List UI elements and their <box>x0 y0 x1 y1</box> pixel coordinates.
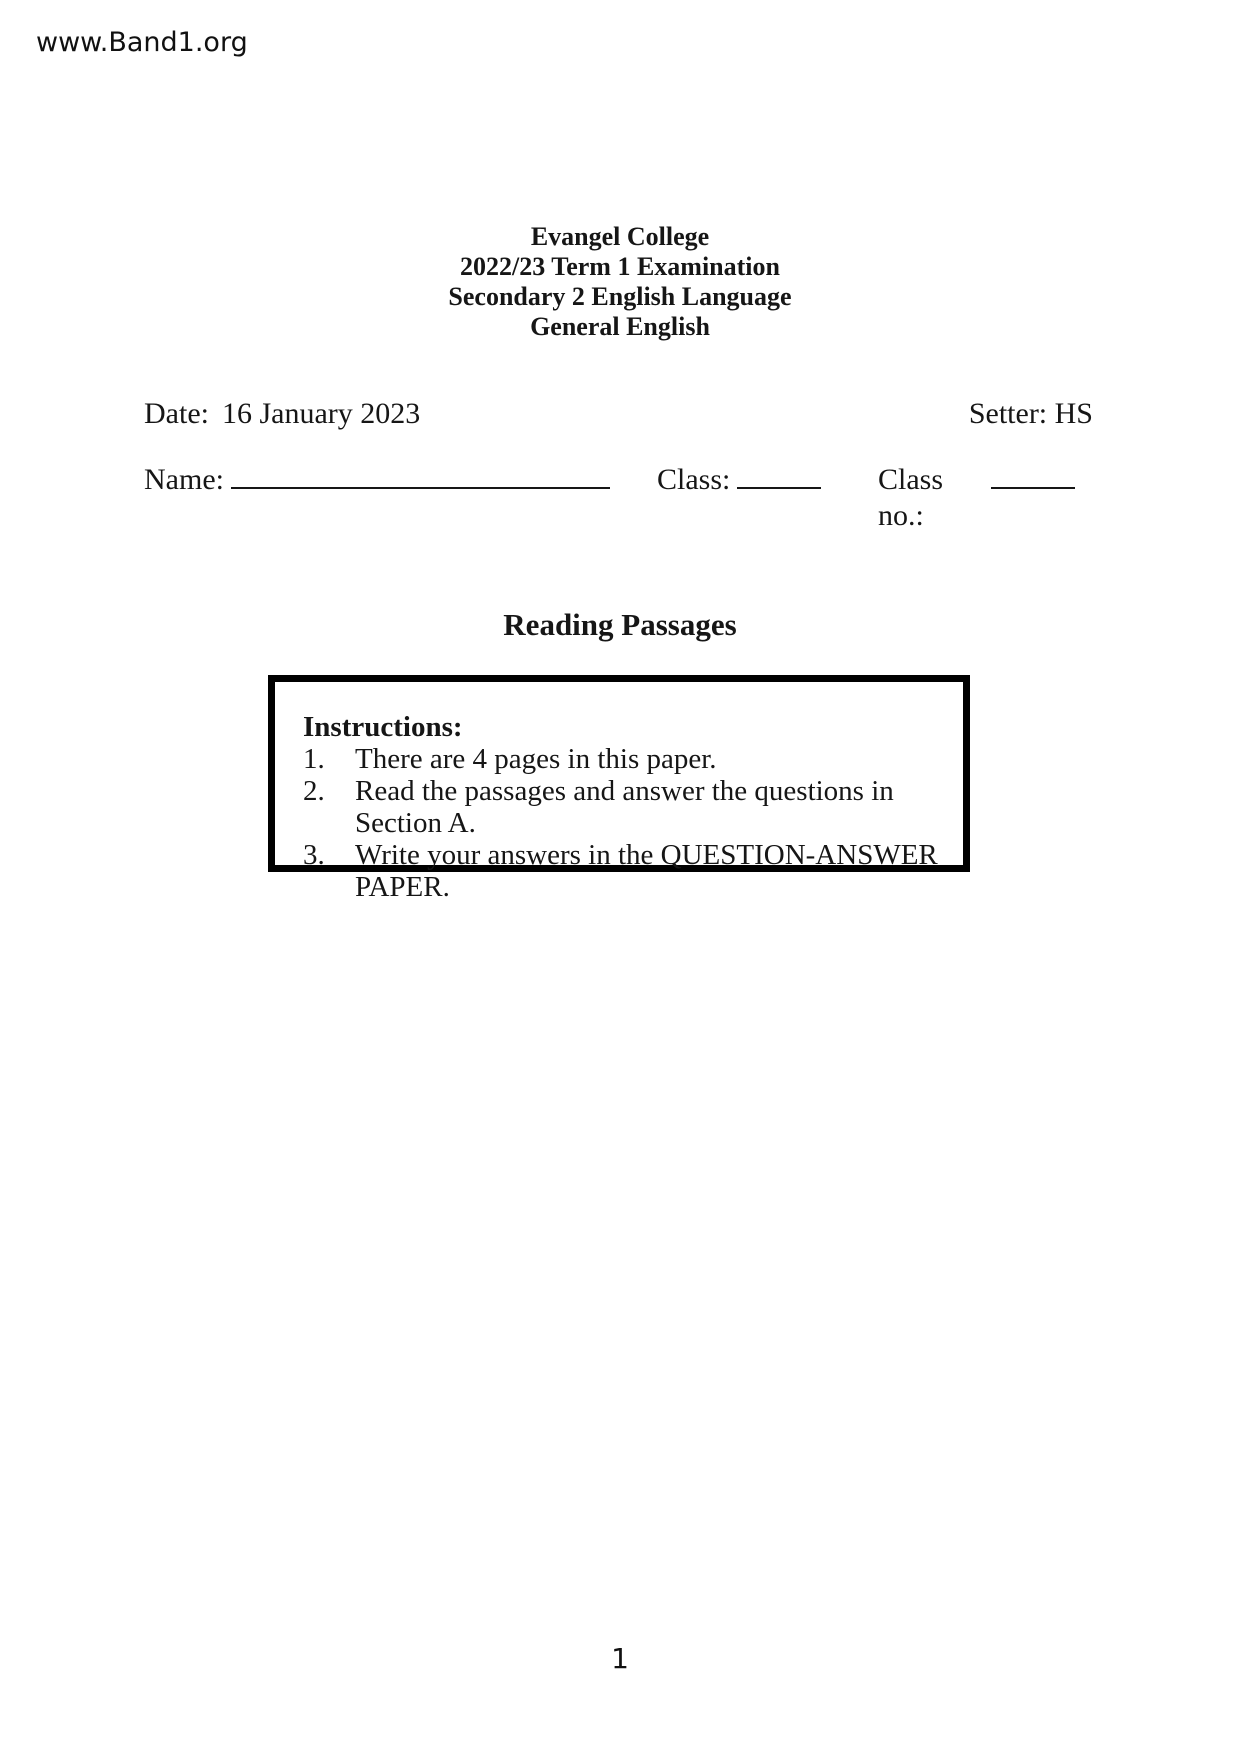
exam-title-line-paper: General English <box>530 312 710 341</box>
name-field <box>144 462 610 498</box>
instructions-heading: Instructions: <box>303 711 463 743</box>
instruction-text: Read the passages and answer the questions in Section A. <box>355 775 894 839</box>
instruction-number: 2. <box>303 775 325 807</box>
class-blank-line <box>737 487 821 489</box>
class-field <box>657 462 821 498</box>
instruction-number: 3. <box>303 839 325 871</box>
exam-title-line-school: Evangel College <box>530 222 710 251</box>
instruction-item <box>303 743 945 775</box>
instruction-text: There are 4 pages in this paper. <box>355 743 717 775</box>
instruction-number: 1. <box>303 743 325 775</box>
instruction-item <box>303 839 945 903</box>
class-no-blank-line <box>991 487 1075 489</box>
exam-title-line-term: 2022/23 Term 1 Examination <box>460 252 780 281</box>
exam-title-line-subject: Secondary 2 English Language <box>448 282 792 311</box>
class-no-label: Class no.: <box>878 463 944 532</box>
exam-title-block <box>0 222 1240 342</box>
date-value: 16 January 2023 <box>221 397 421 430</box>
date-field <box>144 396 420 432</box>
student-info-row <box>144 462 1075 532</box>
date-label: Date: <box>144 397 209 430</box>
class-no-field <box>878 462 1075 534</box>
name-blank-line <box>231 487 610 489</box>
section-title: Reading Passages <box>503 607 737 642</box>
date-setter-row <box>144 396 1093 432</box>
page-number: 1 <box>611 1642 629 1675</box>
instructions-box <box>268 675 970 903</box>
setter-value: Setter: HS <box>968 397 1093 430</box>
instruction-text: Write your answers in the QUESTION-ANSWER PAPER. <box>355 839 938 903</box>
instruction-item <box>303 775 945 839</box>
class-label: Class: <box>657 463 731 496</box>
watermark-url: www.Band1.org <box>36 27 248 58</box>
name-label: Name: <box>144 463 224 496</box>
